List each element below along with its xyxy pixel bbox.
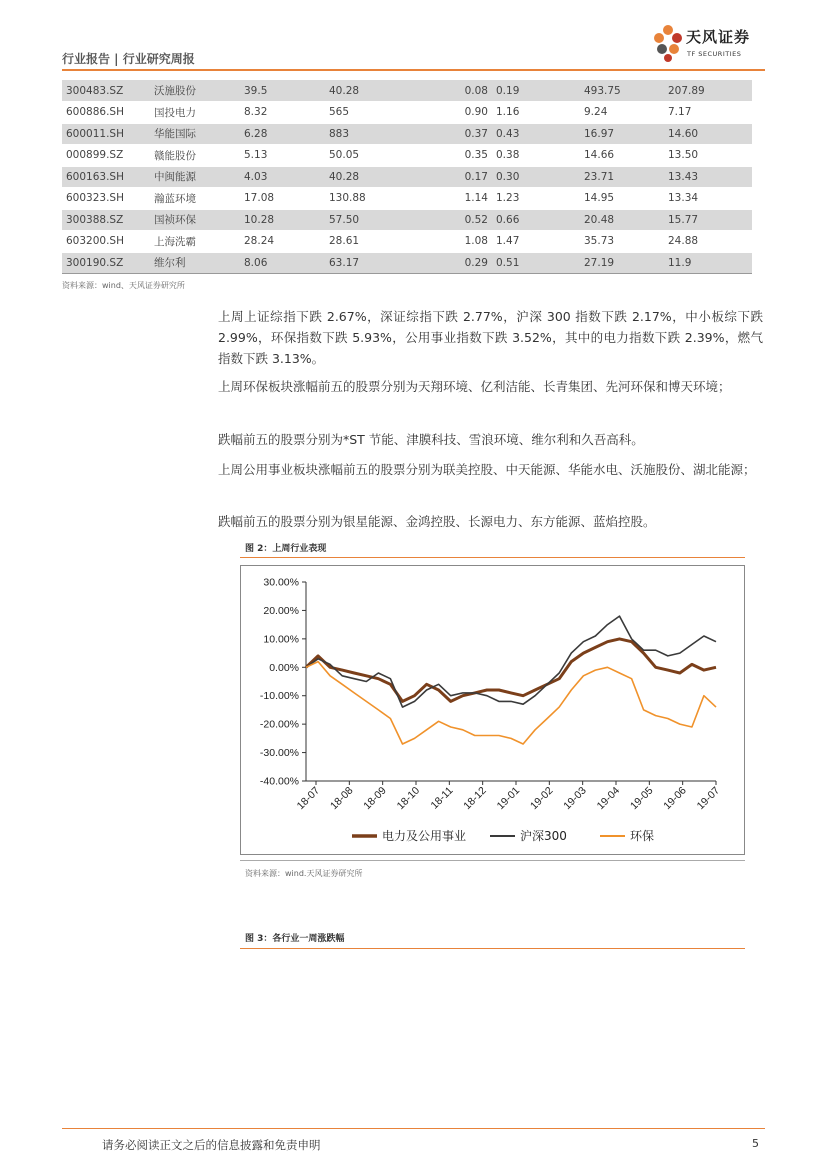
table-cell: 0.08 xyxy=(420,80,492,102)
table-cell: 1.16 xyxy=(492,102,580,124)
x-tick-label: 19-01 xyxy=(494,784,523,813)
table-source: 资料来源：wind、天风证券研究所 xyxy=(62,281,185,290)
table-cell: 0.66 xyxy=(492,209,580,231)
figure2-bottom-divider xyxy=(240,860,745,861)
figure2-divider xyxy=(240,557,745,558)
table-row xyxy=(62,188,752,210)
x-tick-label: 18-08 xyxy=(327,784,356,813)
table-cell: 13.50 xyxy=(664,145,752,167)
table-row xyxy=(62,145,752,167)
table-cell: 5.13 xyxy=(240,145,325,167)
stock-table xyxy=(62,80,752,274)
table-cell: 28.61 xyxy=(325,231,420,253)
table-cell: 40.28 xyxy=(325,166,420,188)
table-cell: 35.73 xyxy=(580,231,664,253)
industry-performance-chart xyxy=(240,565,745,855)
table-cell: 300483.SZ xyxy=(62,80,150,102)
table-row xyxy=(62,123,752,145)
table-cell: 1.47 xyxy=(492,231,580,253)
logo-text: 天风证券 xyxy=(686,28,751,46)
table-row xyxy=(62,80,752,102)
table-cell: 20.48 xyxy=(580,209,664,231)
table-cell: 0.37 xyxy=(420,123,492,145)
table-cell: 华能国际 xyxy=(150,123,240,145)
x-tick-label: 19-03 xyxy=(561,784,589,813)
page-number: 5 xyxy=(752,1137,759,1150)
table-cell: 0.17 xyxy=(420,166,492,188)
y-tick-label: -40.00% xyxy=(259,775,299,788)
footer-disclaimer: 请务必阅读正文之后的信息披露和免责申明 xyxy=(102,1138,321,1152)
x-tick-label: 18-10 xyxy=(394,784,423,813)
table-cell: 600323.SH xyxy=(62,188,150,210)
legend-label: 沪深300 xyxy=(520,829,567,843)
x-tick-label: 19-04 xyxy=(594,784,623,813)
table-cell: 0.38 xyxy=(492,145,580,167)
table-cell: 63.17 xyxy=(325,252,420,274)
table-cell: 13.43 xyxy=(664,166,752,188)
y-tick-label: -10.00% xyxy=(259,690,299,703)
table-cell: 57.50 xyxy=(325,209,420,231)
table-cell: 0.29 xyxy=(420,252,492,274)
table-cell: 14.95 xyxy=(580,188,664,210)
table-cell: 0.52 xyxy=(420,209,492,231)
figure2-title: 图 2：上周行业表现 xyxy=(245,544,327,554)
table-cell: 130.88 xyxy=(325,188,420,210)
table-cell: 0.90 xyxy=(420,102,492,124)
x-tick-label: 19-07 xyxy=(694,784,723,813)
table-cell: 国投电力 xyxy=(150,102,240,124)
header-title: 行业报告 | 行业研究周报 xyxy=(62,52,195,66)
env-gainers-paragraph: 上周环保板块涨幅前五的股票分别为天翔环境、亿利洁能、长青集团、先河环保和博天环境； xyxy=(218,379,731,394)
table-row xyxy=(62,209,752,231)
table-row xyxy=(62,166,752,188)
env-losers-paragraph: 跌幅前五的股票分别为*ST 节能、津膜科技、雪浪环境、维尔利和久吾高科。 xyxy=(218,432,644,447)
table-cell: 7.17 xyxy=(664,102,752,124)
logo-flower-icon xyxy=(650,22,686,66)
table-cell: 0.19 xyxy=(492,80,580,102)
x-tick-label: 19-05 xyxy=(627,784,656,813)
table-cell: 24.88 xyxy=(664,231,752,253)
footer-divider xyxy=(62,1128,765,1129)
y-tick-label: -30.00% xyxy=(259,747,299,760)
page-header xyxy=(62,0,765,72)
table-cell: 1.14 xyxy=(420,188,492,210)
table-cell: 8.32 xyxy=(240,102,325,124)
table-cell: 883 xyxy=(325,123,420,145)
table-cell: 27.19 xyxy=(580,252,664,274)
table-cell: 0.43 xyxy=(492,123,580,145)
table-cell: 493.75 xyxy=(580,80,664,102)
table-cell: 17.08 xyxy=(240,188,325,210)
table-row xyxy=(62,102,752,124)
x-tick-label: 19-02 xyxy=(527,784,556,813)
utility-gainers-paragraph: 上周公用事业板块涨幅前五的股票分别为联美控股、中天能源、华能水电、沃施股份、湖北能源； xyxy=(218,462,756,477)
utility-losers-paragraph: 跌幅前五的股票分别为银星能源、金鸿控股、长源电力、东方能源、蓝焰控股。 xyxy=(218,514,656,529)
y-tick-label: 20.00% xyxy=(263,604,299,617)
table-cell: 赣能股份 xyxy=(150,145,240,167)
table-cell: 0.35 xyxy=(420,145,492,167)
table-cell: 0.30 xyxy=(492,166,580,188)
table-cell: 16.97 xyxy=(580,123,664,145)
table-row xyxy=(62,252,752,274)
logo-subtext: TF SECURITIES xyxy=(687,50,742,58)
x-tick-label: 18-11 xyxy=(428,784,456,812)
x-tick-label: 18-07 xyxy=(294,784,323,813)
table-cell: 50.05 xyxy=(325,145,420,167)
legend-label: 电力及公用事业 xyxy=(382,829,467,843)
x-tick-label: 18-09 xyxy=(361,784,389,813)
table-cell: 国祯环保 xyxy=(150,209,240,231)
y-tick-label: 30.00% xyxy=(263,576,299,589)
table-cell: 28.24 xyxy=(240,231,325,253)
figure3-title: 图 3：各行业一周涨跌幅 xyxy=(245,934,345,944)
table-cell: 300388.SZ xyxy=(62,209,150,231)
table-cell: 000899.SZ xyxy=(62,145,150,167)
table-cell: 1.23 xyxy=(492,188,580,210)
table-cell: 300190.SZ xyxy=(62,252,150,274)
table-cell: 600163.SH xyxy=(62,166,150,188)
table-cell: 39.5 xyxy=(240,80,325,102)
table-cell: 9.24 xyxy=(580,102,664,124)
table-cell: 1.08 xyxy=(420,231,492,253)
table-cell: 603200.SH xyxy=(62,231,150,253)
table-cell: 14.60 xyxy=(664,123,752,145)
table-cell: 中闽能源 xyxy=(150,166,240,188)
x-tick-label: 18-12 xyxy=(461,784,489,813)
table-cell: 14.66 xyxy=(580,145,664,167)
table-cell: 10.28 xyxy=(240,209,325,231)
y-tick-label: 10.00% xyxy=(263,633,299,646)
table-cell: 600886.SH xyxy=(62,102,150,124)
table-cell: 13.34 xyxy=(664,188,752,210)
x-tick-label: 19-06 xyxy=(661,784,689,813)
table-cell: 11.9 xyxy=(664,252,752,274)
y-tick-label: 0.00% xyxy=(269,661,299,674)
table-cell: 6.28 xyxy=(240,123,325,145)
table-cell: 600011.SH xyxy=(62,123,150,145)
table-cell: 维尔利 xyxy=(150,252,240,274)
y-tick-label: -20.00% xyxy=(259,718,299,731)
table-cell: 0.51 xyxy=(492,252,580,274)
table-cell: 40.28 xyxy=(325,80,420,102)
figure2-source: 资料来源：wind.天风证券研究所 xyxy=(245,869,363,878)
header-divider xyxy=(62,69,765,71)
table-row xyxy=(62,231,752,253)
table-cell: 4.03 xyxy=(240,166,325,188)
table-cell: 瀚蓝环境 xyxy=(150,188,240,210)
table-cell: 207.89 xyxy=(664,80,752,102)
table-cell: 沃施股份 xyxy=(150,80,240,102)
table-cell: 上海洗霸 xyxy=(150,231,240,253)
market-summary-paragraph: 上周上证综指下跌 2.67%，深证综指下跌 2.77%，沪深 300 指数下跌 2.17%，中小板综下跌 2.99%，环保指数下跌 5.93%，公用事业指数下跌 3.52%，其中的电力指数下跌 2.39%，燃气指数下跌 3.13%。 xyxy=(218,309,763,366)
table-cell: 23.71 xyxy=(580,166,664,188)
table-cell: 8.06 xyxy=(240,252,325,274)
company-logo xyxy=(650,22,765,68)
legend-label: 环保 xyxy=(630,829,655,843)
table-cell: 15.77 xyxy=(664,209,752,231)
table-cell: 565 xyxy=(325,102,420,124)
figure3-divider xyxy=(240,948,745,949)
